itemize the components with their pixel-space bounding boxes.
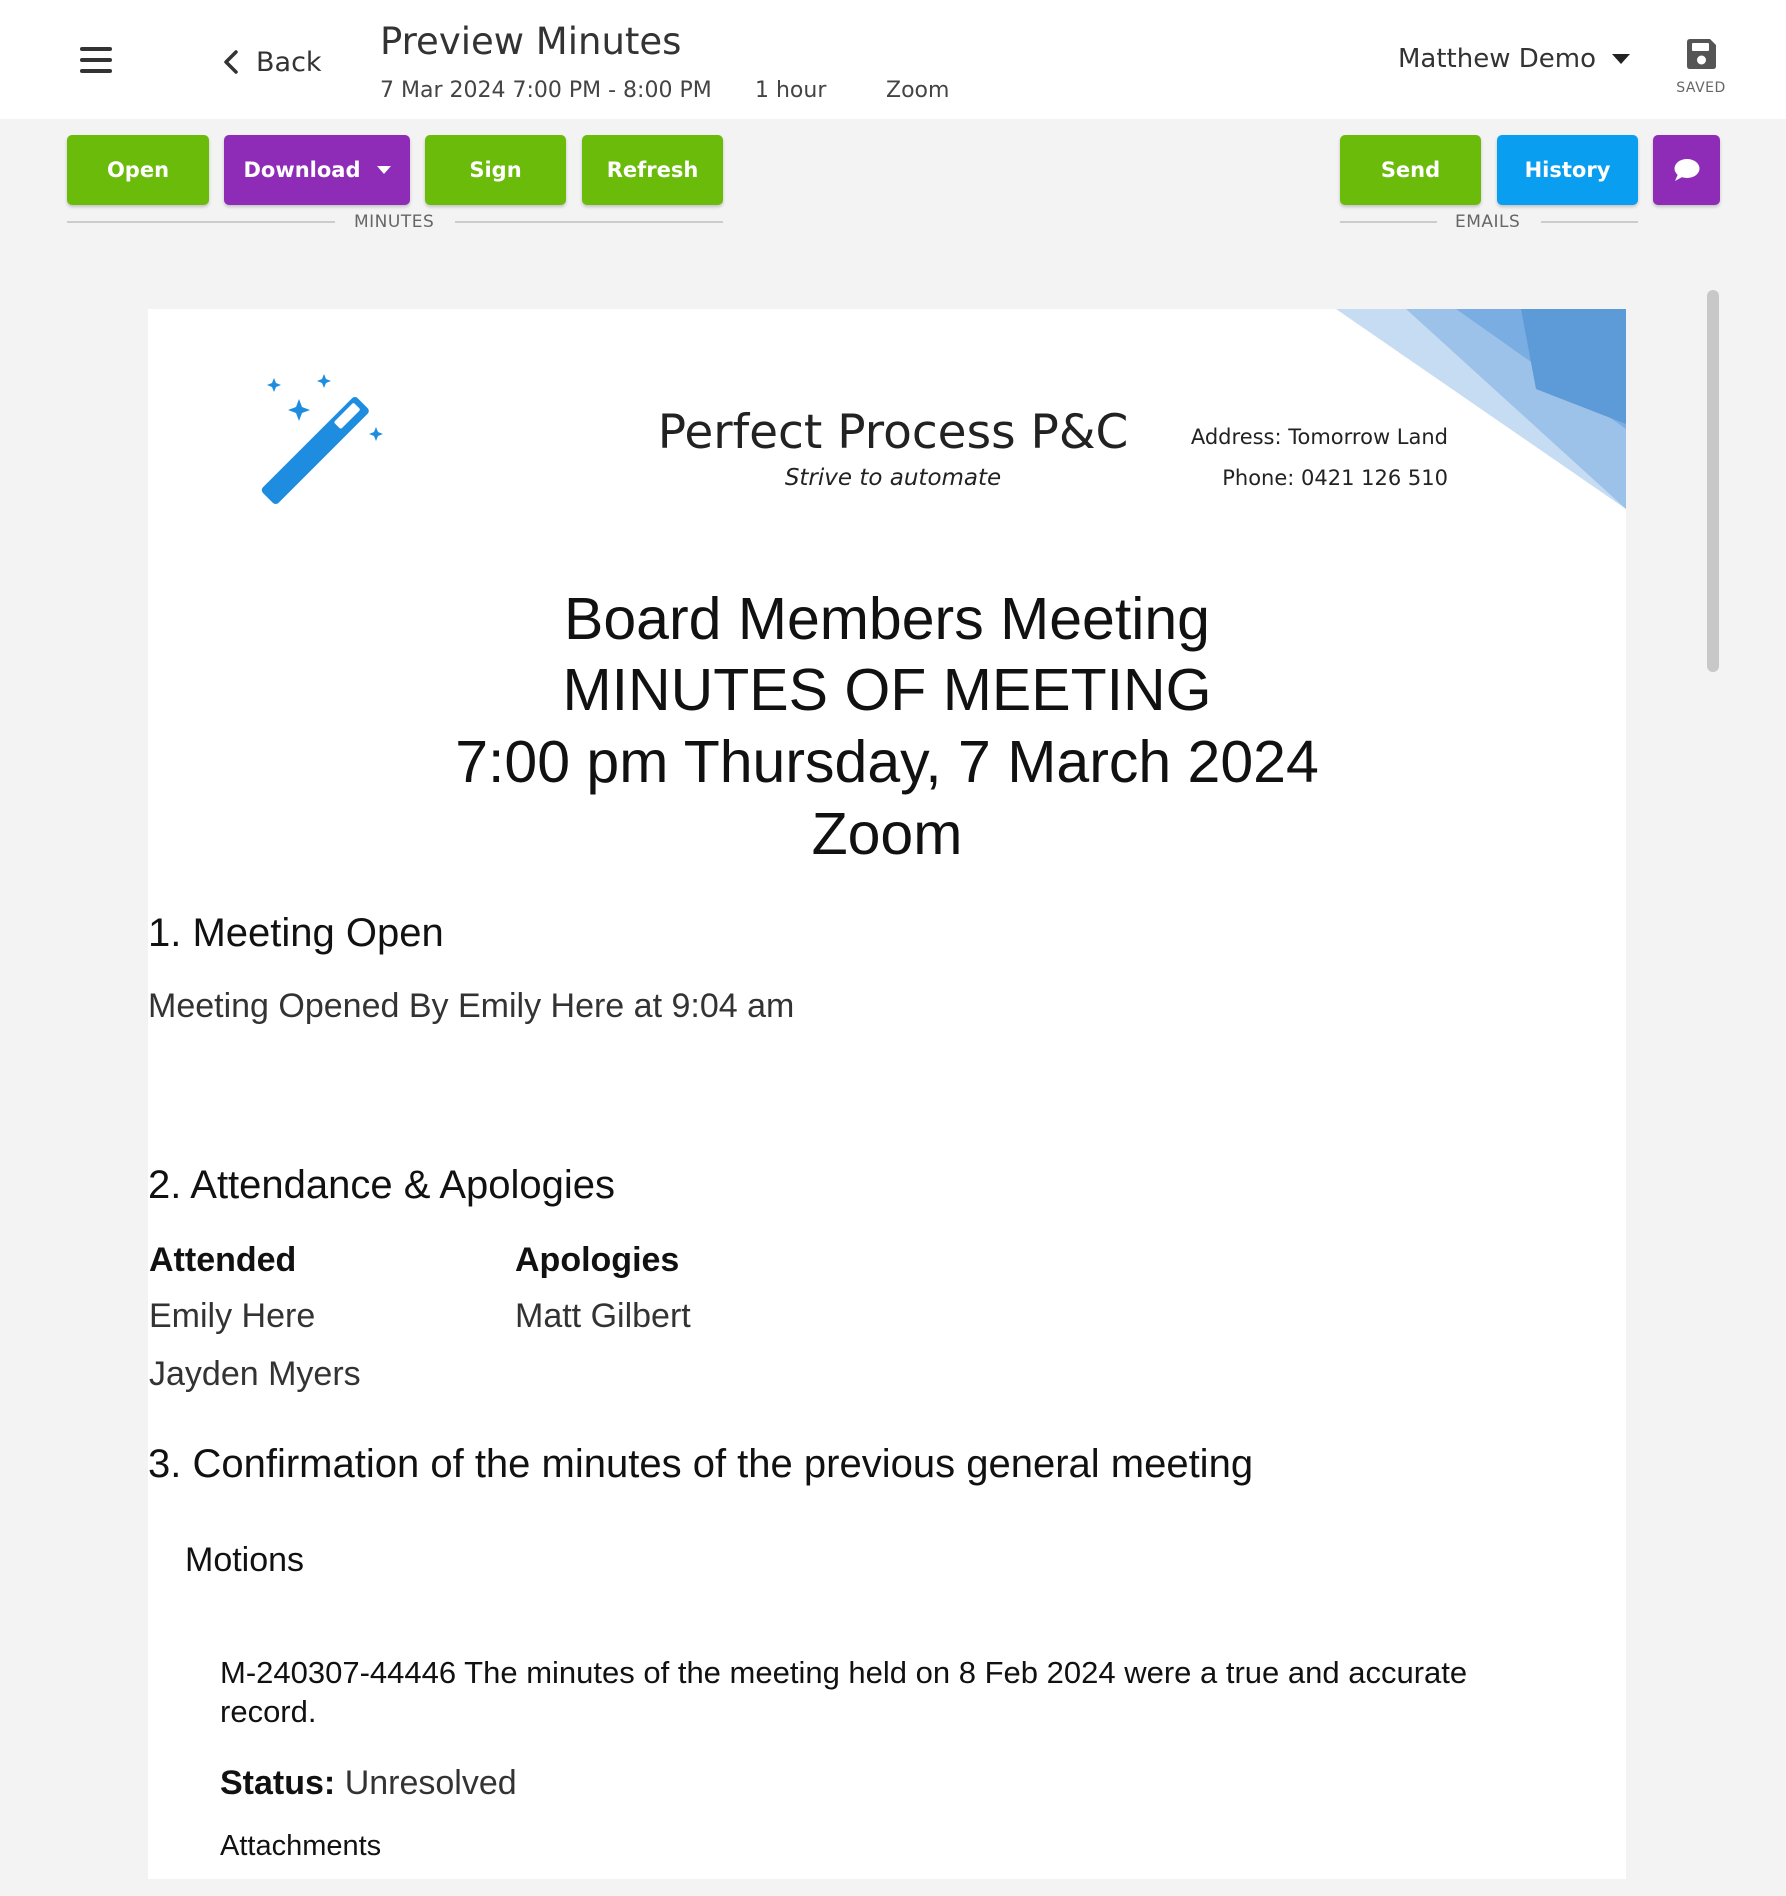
open-label: Open: [106, 158, 170, 182]
open-button[interactable]: [67, 135, 209, 205]
scrollbar-thumb[interactable]: [1707, 290, 1719, 672]
attendee-name: Emily Here: [149, 1297, 316, 1335]
meeting-heading-line: Zoom: [811, 801, 963, 867]
download-label: Download: [243, 158, 361, 182]
sign-button[interactable]: [425, 135, 566, 205]
motions-label: Motions: [185, 1541, 305, 1579]
meeting-heading-line: Board Members Meeting: [563, 586, 1210, 652]
user-menu[interactable]: [1398, 44, 1630, 74]
download-button[interactable]: [224, 135, 410, 205]
section-title: 1. Meeting Open: [148, 911, 444, 955]
saved-label: SAVED: [1676, 80, 1726, 96]
sign-label: Sign: [469, 158, 522, 182]
back-button[interactable]: [220, 40, 322, 84]
attended-label: Attended: [149, 1241, 297, 1279]
emails-group-divider: [1340, 221, 1437, 223]
saved-indicator[interactable]: [1670, 36, 1732, 96]
meeting-datetime: 7 Mar 2024 7:00 PM - 8:00 PM: [380, 78, 712, 103]
chevron-left-icon: [220, 49, 242, 75]
minutes-group-divider: [455, 221, 723, 223]
section-title: 3. Confirmation of the minutes of the previous general meeting: [148, 1442, 1254, 1486]
save-icon: [1683, 36, 1719, 72]
organization-name: Perfect Process P&C: [657, 405, 1129, 460]
attachments-label: Attachments: [220, 1830, 382, 1862]
emails-group-label: EMAILS: [1455, 212, 1521, 232]
apologies-label: Apologies: [515, 1241, 680, 1279]
page-title: Preview Minutes: [380, 20, 682, 63]
motion-status: [220, 1764, 517, 1803]
section-title: 2. Attendance & Apologies: [148, 1163, 616, 1207]
motion-text: M-240307-44446 The minutes of the meeting held on 8 Feb 2024 were a true and accurate record.: [220, 1655, 1468, 1729]
apology-name: Matt Gilbert: [515, 1297, 691, 1335]
status-value: Unresolved: [344, 1764, 517, 1802]
app-header: [0, 0, 1786, 119]
organization-phone: Phone: 0421 126 510: [1222, 466, 1448, 490]
chevron-down-icon: [377, 166, 391, 174]
meeting-location: Zoom: [886, 78, 950, 103]
history-button[interactable]: [1497, 135, 1638, 205]
chevron-down-icon: [1612, 54, 1630, 64]
minutes-group-label: MINUTES: [354, 212, 435, 232]
refresh-button[interactable]: [582, 135, 723, 205]
emails-group-divider: [1541, 221, 1638, 223]
meeting-open-text: Meeting Opened By Emily Here at 9:04 am: [148, 987, 795, 1025]
chat-bubble-icon: [1673, 158, 1701, 182]
refresh-label: Refresh: [606, 158, 699, 182]
minutes-document: [148, 309, 1626, 1879]
organization-tagline: Strive to automate: [784, 465, 1002, 491]
user-name: Matthew Demo: [1398, 44, 1597, 74]
meeting-heading-line: 7:00 pm Thursday, 7 March 2024: [455, 729, 1319, 795]
attendee-name: Jayden Myers: [149, 1355, 361, 1393]
comments-button[interactable]: [1653, 135, 1720, 205]
meeting-duration: 1 hour: [755, 78, 827, 103]
back-label: Back: [256, 46, 322, 78]
magic-wand-icon: [256, 369, 406, 519]
organization-address: Address: Tomorrow Land: [1190, 425, 1448, 449]
minutes-group-divider: [67, 221, 335, 223]
toolbar: [0, 119, 1786, 237]
meeting-heading-line: MINUTES OF MEETING: [562, 657, 1212, 723]
send-label: Send: [1380, 158, 1441, 182]
status-label: Status:: [220, 1764, 336, 1802]
history-label: History: [1524, 158, 1611, 182]
send-button[interactable]: [1340, 135, 1481, 205]
hamburger-icon[interactable]: [80, 47, 112, 75]
